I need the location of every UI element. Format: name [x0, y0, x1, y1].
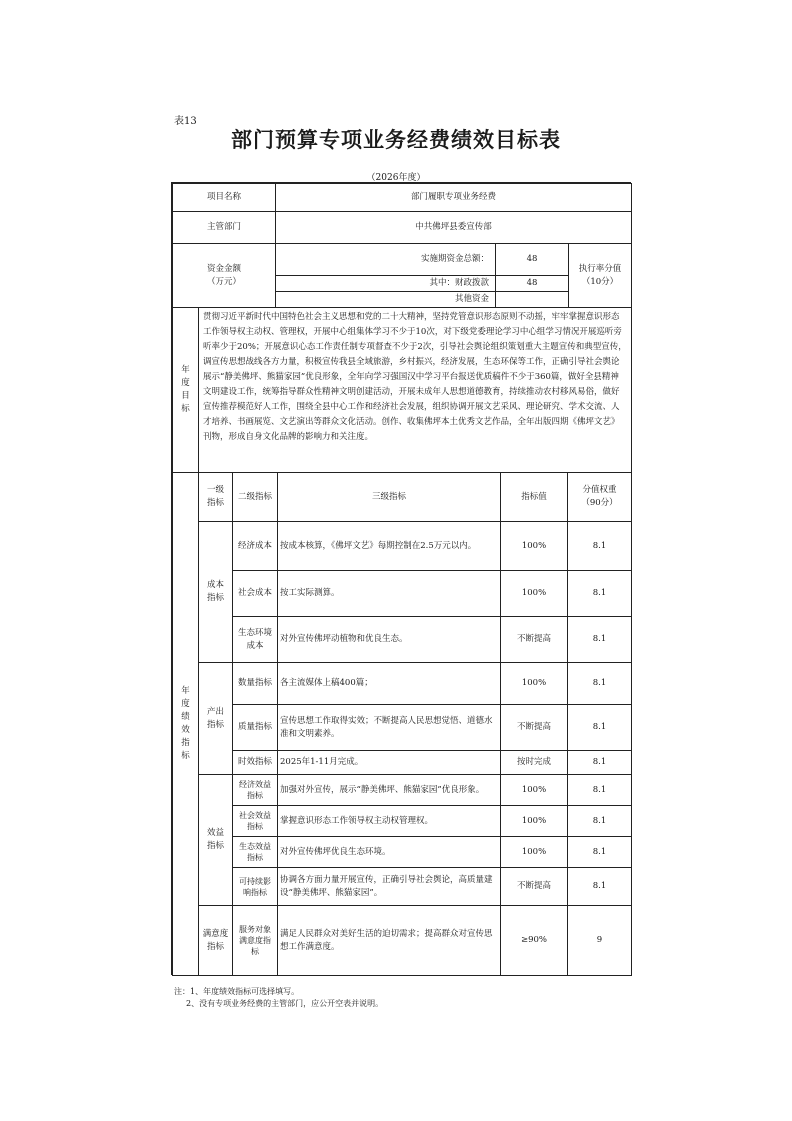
indicator-weight: 8.1: [567, 774, 632, 806]
indicator-weight: 8.1: [567, 662, 632, 705]
indicator-level3: 各主流媒体上稿400篇；: [277, 662, 501, 705]
indicator-level3: 加强对外宣传，展示“静美佛坪、熊猫家园”优良形象。: [277, 774, 501, 806]
indicator-value: 100%: [500, 570, 568, 617]
funds-fiscal-value: 48: [495, 275, 569, 292]
indicator-level2: 生态环境成本: [232, 616, 278, 663]
performance-table: [171, 182, 631, 975]
indicator-value: 不断提高: [500, 867, 568, 906]
indicator-weight: 8.1: [567, 805, 632, 837]
group-benefit: 效益指标: [198, 774, 233, 906]
indicator-level2: 经济成本: [232, 521, 278, 571]
header-value: 指标值: [500, 472, 568, 522]
funds-label: 资金金额（万元）: [172, 243, 276, 308]
indicator-level3: 宣传思想工作取得实效；不断提高人民思想觉悟、道德水准和文明素养。: [277, 704, 501, 751]
indicator-weight: 8.1: [567, 867, 632, 906]
funds-fiscal-label: 其中：财政拨款: [275, 275, 496, 292]
indicator-level3: 对外宣传佛坪动植物和优良生态。: [277, 616, 501, 663]
funds-other-label: 其他资金: [275, 291, 496, 308]
group-output: 产出指标: [198, 662, 233, 775]
department-value: 中共佛坪县委宣传部: [275, 211, 632, 244]
note-1: 注：1、年度绩效指标可选择填写。: [174, 987, 300, 996]
indicator-weight: 8.1: [567, 521, 632, 571]
indicator-level3: 掌握意识形态工作领导权主动权管理权。: [277, 805, 501, 837]
indicator-weight: 8.1: [567, 836, 632, 868]
project-name-label: 项目名称: [172, 183, 276, 212]
indicator-level2: 质量指标: [232, 704, 278, 751]
indicator-value: 100%: [500, 774, 568, 806]
table-label: 表13: [174, 116, 197, 127]
indicator-level3: 满足人民群众对美好生活的迫切需求；提高群众对宣传思想工作满意度。: [277, 905, 501, 976]
indicator-value: 不断提高: [500, 616, 568, 663]
group-cost: 成本指标: [198, 521, 233, 663]
execution-rate-score: 执行率分值（10分）: [568, 243, 632, 308]
funds-total-value: 48: [495, 243, 569, 276]
indicator-weight: 8.1: [567, 570, 632, 617]
indicator-level3: 协调各方面力量开展宣传，正确引导社会舆论，高质量建设“静美佛坪、熊猫家园”。: [277, 867, 501, 906]
indicator-level3: 2025年1-11月完成。: [277, 750, 501, 775]
department-label: 主管部门: [172, 211, 276, 244]
indicator-weight: 8.1: [567, 616, 632, 663]
indicator-value: 100%: [500, 836, 568, 868]
header-level3: 三级指标: [277, 472, 501, 522]
group-satisfaction: 满意度指标: [198, 905, 233, 976]
annual-goal-label: 年度目标: [172, 307, 199, 473]
indicator-value: 100%: [500, 805, 568, 837]
page-title: 部门预算专项业务经费绩效目标表: [231, 128, 561, 152]
header-weight: 分值权重（90分）: [567, 472, 632, 522]
indicator-level3: 对外宣传佛坪优良生态环境。: [277, 836, 501, 868]
indicator-weight: 8.1: [567, 750, 632, 775]
indicator-value: 100%: [500, 521, 568, 571]
indicator-weight: 9: [567, 905, 632, 976]
fiscal-year: （2026年度）: [366, 173, 426, 183]
indicator-value: 按时完成: [500, 750, 568, 775]
indicator-value: ≥90%: [500, 905, 568, 976]
indicator-level2: 可持续影响指标: [232, 867, 278, 906]
indicator-level2: 时效指标: [232, 750, 278, 775]
indicator-value: 不断提高: [500, 704, 568, 751]
header-level1: 一级指标: [198, 472, 233, 522]
indicator-level2: 服务对象满意度指标: [232, 905, 278, 976]
header-level2: 二级指标: [232, 472, 278, 522]
indicator-level3: 按成本核算，《佛坪文艺》每期控制在2.5万元以内。: [277, 521, 501, 571]
indicator-level2: 经济效益指标: [232, 774, 278, 806]
indicator-weight: 8.1: [567, 704, 632, 751]
funds-other-value: [495, 291, 569, 308]
indicator-level2: 生态效益指标: [232, 836, 278, 868]
indicator-level3: 按工实际测算。: [277, 570, 501, 617]
indicator-level2: 社会效益指标: [232, 805, 278, 837]
annual-goal-text: 贯彻习近平新时代中国特色社会主义思想和党的二十大精神，坚持党管意识形态原则不动摇，牢牢掌握意识形态工作领导权主动权、管理权，开展中心组集体学习不少于10次，对下级党委理论学习中心组学习情况开展巡听旁听率少于20%；开展意识心态工作责任制专项督查不少于2次，引导社会舆论组织策划重大主题宣传和典型宣传，调宣传思想战线各方力量，积极宣传我县全域旅游，乡村振兴，经济发展，生态环保等工作，正确引导社会舆论展示“静美佛坪、熊猫家园”优良形象，全年向学习强国汉中学习平台报送优质稿件不少于360篇，做好全县精神文明建设工作，统筹指导群众性精神文明创建活动，开展未成年人思想道德教育，持续推动农村移风易俗，做好宣传推荐模范好人工作，围绕全县中心工作和经济社会发展，组织协调开展文艺采风、理论研究、学术交流、人才培养、书画展览、文艺演出等群众文化活动。创作、收集佛坪本土优秀文艺作品，全年出版四期《佛坪文艺》刊物，形成自身文化品牌的影响力和关注度。: [198, 307, 632, 473]
note-2: 2、没有专项业务经费的主管部门，应公开空表并说明。: [186, 999, 384, 1008]
indicator-level2: 社会成本: [232, 570, 278, 617]
indicators-section-label: 年度绩效指标: [172, 472, 199, 976]
project-name-value: 部门履职专项业务经费: [275, 183, 632, 212]
funds-total-label: 实施期资金总额：: [275, 243, 496, 276]
indicator-value: 100%: [500, 662, 568, 705]
indicator-level2: 数量指标: [232, 662, 278, 705]
